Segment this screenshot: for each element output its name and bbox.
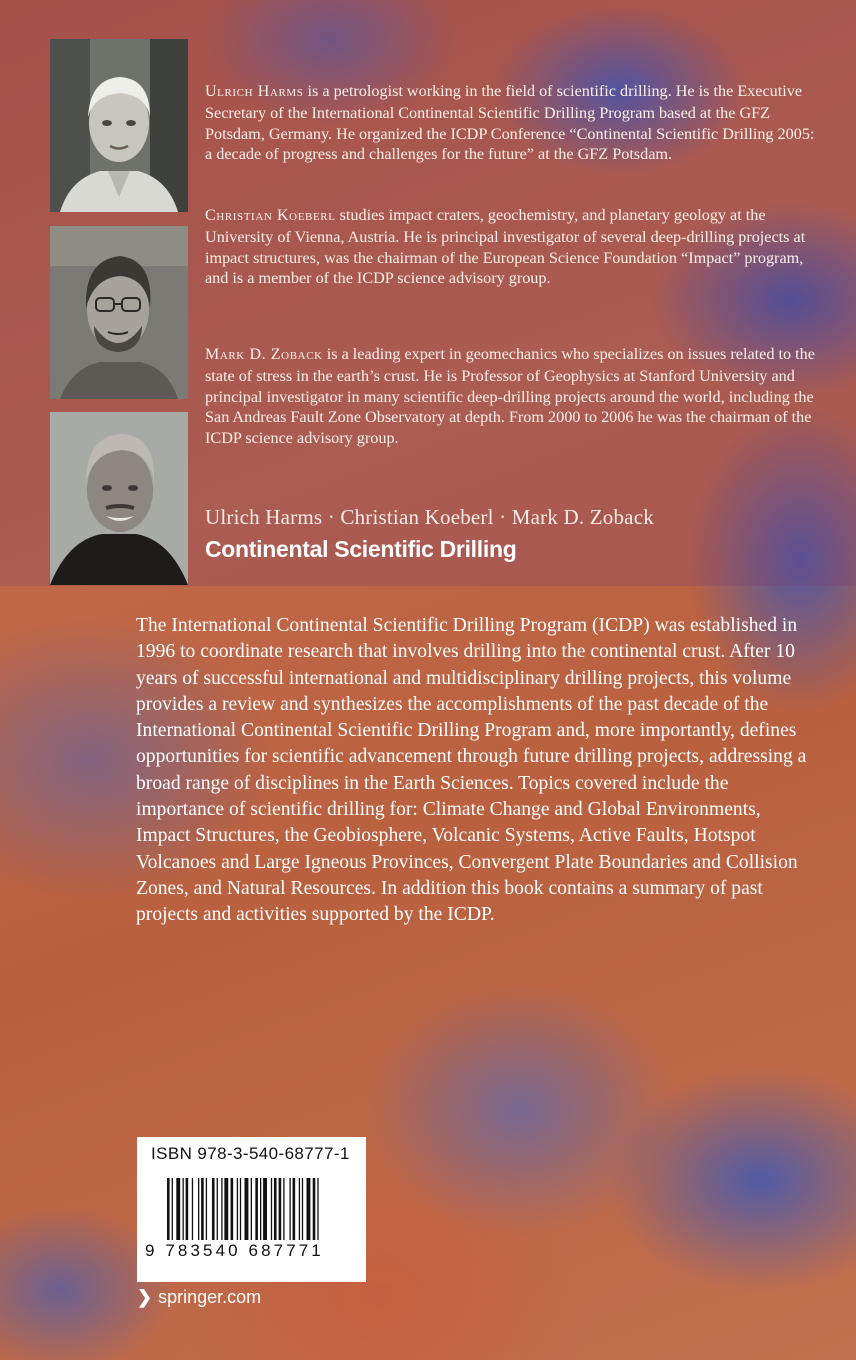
publisher-link[interactable] [137, 1287, 261, 1308]
author-photo-koeberl [50, 226, 188, 399]
isbn-label: ISBN 978-3-540-68777-1 [151, 1144, 350, 1163]
bio-text: is a leading expert in geomechanics who specializes on issues related to the state of stress in the earth’s crust. He is Professor of Geophysics at Stanford University and principal investigator in many scientific deep-drilling projects around the world, including the San Andreas Fault Zone Observatory at depth. From 2000 to 2006 he was the chairman of the ICDP science advisory group. [205, 345, 815, 448]
book-description: The International Continental Scientific Drilling Program (ICDP) was established in 1996 to coordinate research that involves drilling into the continental crust. After 10 years of successful international and multidisciplinary drilling projects, this volume provides a review and synthesizes the accomplishments of the past decade of the International Continental Scientific Drilling Program and, more importantly, defines opportunities for scientific advancement through future drilling projects, addressing a broad range of disciplines in the Earth Sciences. Topics covered include the importance of scientific drilling for: Climate Change and Global Environments, Impact Structures, the Geobiosphere, Volcanic Systems, Active Faults, Hotspot Volcanoes and Large Igneous Provinces, Convergent Plate Boundaries and Collision Zones, and Natural Resources. In addition this book contains a summary of past projects and activities supported by the ICDP. [136, 615, 807, 926]
author-photo-harms [50, 39, 188, 212]
bio-harms [205, 81, 815, 165]
author-photo-zoback [50, 412, 188, 585]
chevron-right-icon: ❯ [137, 1287, 153, 1307]
isbn-barcode-box [137, 1137, 366, 1282]
barcode-digits: 9 783540 687771 [145, 1241, 324, 1260]
book-title: Continental Scientific Drilling [205, 536, 517, 562]
bio-name: Christian Koeberl [205, 207, 336, 224]
barcode-icon [167, 1178, 359, 1240]
bio-koeberl [205, 205, 815, 289]
publisher-url: springer.com [158, 1287, 262, 1307]
bio-text: studies impact craters, geochemistry, and planetary geology at the University of Vienna, Austria. He is principal investigator of several deep-drilling projects at impact structures, was the chairman of the European Science Foundation “Impact” program, and is a member of the ICDP science advisory group. [205, 206, 806, 288]
bio-text: is a petrologist working in the field of scientific drilling. He is the Executive Secretary of the International Continental Scientific Drilling Program based at the GFZ Potsdam, Germany. He organized the ICDP Conference “Continental Scientific Drilling 2005: a decade of progress and challenges for the future” at the GFZ Potsdam. [205, 82, 815, 164]
bio-name: Ulrich Harms [205, 83, 304, 100]
bio-zoback [205, 344, 815, 449]
authors-line: Ulrich Harms · Christian Koeberl · Mark D. Zoback [205, 505, 654, 529]
bio-name: Mark D. Zoback [205, 346, 323, 363]
